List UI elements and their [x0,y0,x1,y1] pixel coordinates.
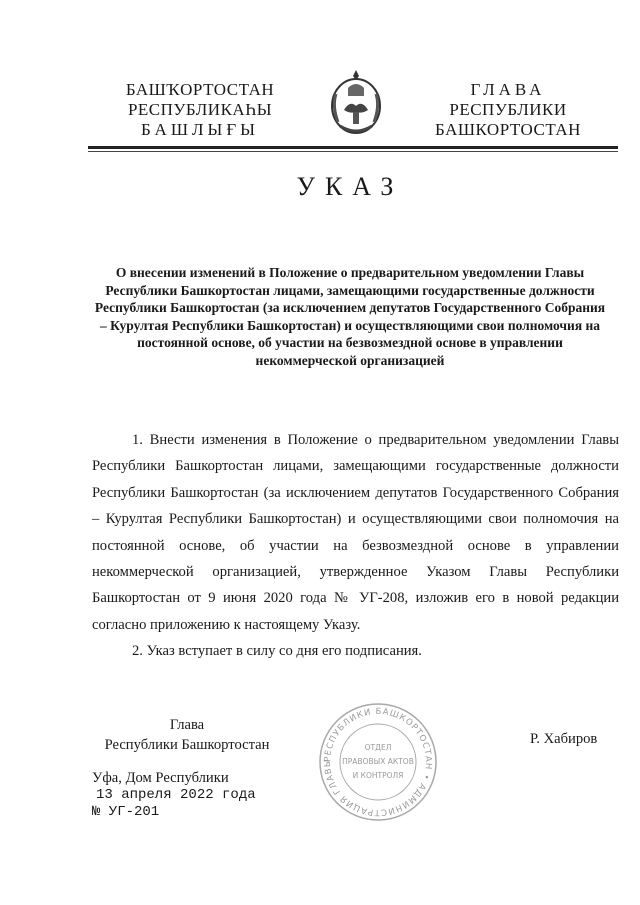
header-divider-thick [88,146,618,149]
stamp-line3: И КОНТРОЛЯ [352,771,404,780]
header-right-line3: БАШКОРТОСТАН [435,120,581,139]
issue-place: Уфа, Дом Республики [92,770,229,786]
decree-number: № УГ-201 [92,804,160,820]
header-right-block [408,80,608,140]
document-body [92,427,619,665]
stamp-line1: ОТДЕЛ [364,743,392,752]
body-paragraph-2: 2. Указ вступает в силу со дня его подписания. [132,643,422,660]
document-type: УКАЗ [296,172,404,201]
header-divider-thin [88,151,618,152]
stamp-line2: ПРАВОВЫХ АКТОВ [342,757,414,766]
signatory-title-line2: Республики Башкортостан [104,737,270,753]
header-left-line3: БАШЛЫҒЫ [141,120,259,139]
header-left-line1: БАШҠОРТОСТАН [125,80,275,99]
official-stamp-seal [316,700,440,824]
signatory-name: Р. Хабиров [530,731,598,747]
header-left-block [100,80,300,140]
signatory-title [92,715,282,755]
signatory-title-line1: Глава [169,717,205,733]
document-subject: О внесении изменений в Положение о предварительном уведомлении Главы Республики Башкортостан лицами, замещающими государственные должности Республики Башкортостан (за исключением депутатов Государственного Собрания – Курултая Республики Башкортостан) и осуществляющими свои полномочия на постоянной основе, об участии на безвозмездной основе в управлении некоммерческой организацией [94,265,606,368]
header-right-line2: РЕСПУБЛИКИ [449,100,567,119]
coat-of-arms-emblem-icon [326,66,386,138]
header-right-line1: ГЛАВА [470,80,546,99]
body-paragraph-1: 1. Внести изменения в Положение о предварительном уведомлении Главы Республики Башкортостан лицами, замещающими государственные должности Республики Башкортостан (за исключением депутатов Государственного Собрания – Курултая Республики Башкортостан) и осуществляющими свои полномочия на постоянной основе, об участии на безвозмездной основе в управлении некоммерческой организацией, утвержденное Указом Главы Республики Башкортостан от 9 июня 2020 года № УГ-208, изложив его в новой редакции согласно приложению к настоящему Указу. [92,432,619,633]
header-left-line2: РЕСПУБЛИКАҺЫ [127,100,273,119]
issue-date: 13 апреля 2022 года [96,787,256,803]
stamp-ring-text: РЕСПУБЛИКИ БАШКОРТОСТАН • АДМИНИСТРАЦИЯ ГЛАВЫ [322,706,434,818]
